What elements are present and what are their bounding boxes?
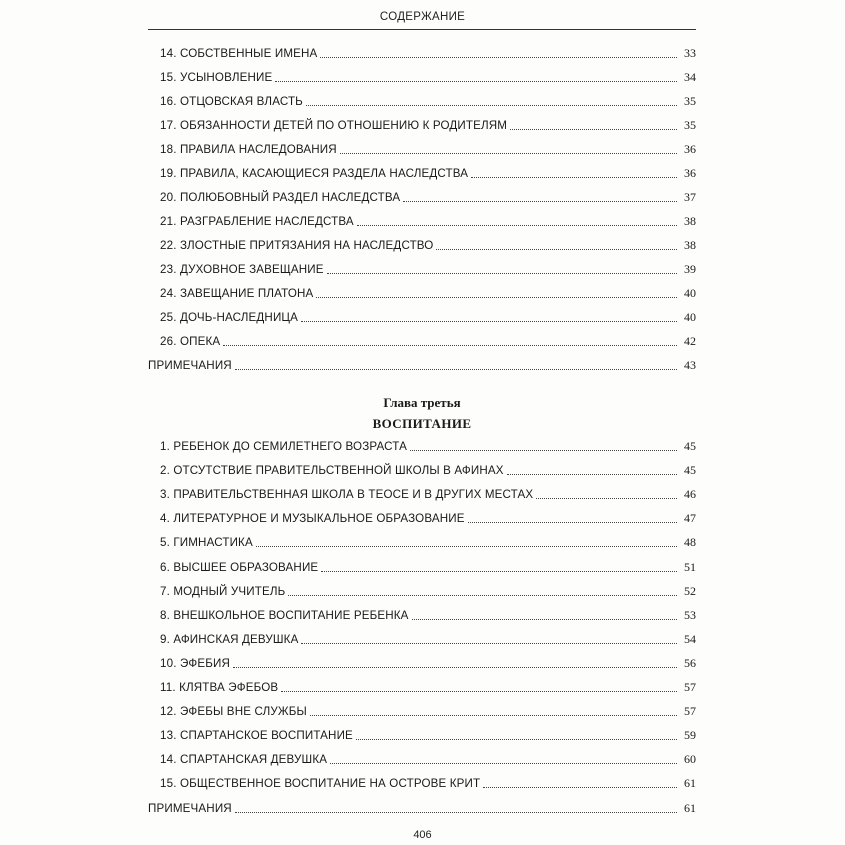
chapter-label: Глава третья	[383, 395, 461, 410]
toc-entry	[160, 259, 696, 277]
toc-entry-title: 6. ВЫСШЕЕ ОБРАЗОВАНИЕ	[160, 560, 319, 574]
dot-leader	[357, 224, 677, 226]
toc-entry-page: 48	[684, 535, 696, 550]
toc-entry-title: 13. СПАРТАНСКОЕ ВОСПИТАНИЕ	[160, 729, 353, 743]
toc-entry	[160, 115, 696, 133]
toc-entry-page: 36	[684, 142, 696, 156]
toc-entry-page: 33	[684, 46, 696, 60]
toc-entry-page: 38	[684, 238, 696, 252]
toc-entry	[160, 484, 696, 502]
page-number: 406	[413, 829, 432, 841]
toc-entry-page: 45	[684, 439, 696, 453]
dot-leader	[310, 714, 677, 716]
toc-entry-title: 8. ВНЕШКОЛЬНОЕ ВОСПИТАНИЕ РЕБЕНКА	[160, 608, 409, 622]
toc-entry	[160, 605, 696, 623]
toc-entry	[160, 187, 696, 205]
toc-entry-page: 35	[684, 94, 696, 108]
dot-leader	[471, 176, 677, 178]
dot-leader	[536, 497, 677, 499]
dot-leader	[281, 690, 677, 692]
dot-leader	[301, 320, 677, 322]
toc-entry	[160, 235, 696, 253]
toc-entry-page: 53	[684, 607, 696, 622]
toc-entry-title: 14. СОБСТВЕННЫЕ ИМЕНА	[160, 47, 318, 60]
toc-entry-page: 60	[684, 752, 696, 767]
toc-entry-title: 18. ПРАВИЛА НАСЛЕДОВАНИЯ	[160, 143, 337, 156]
toc-entry-page: 39	[684, 262, 696, 276]
dot-leader	[510, 128, 677, 130]
dot-leader	[327, 272, 677, 274]
toc-entry-page: 61	[684, 776, 696, 791]
dot-leader	[316, 296, 677, 298]
toc-entry-title: 24. ЗАВЕЩАНИЕ ПЛАТОНА	[160, 287, 314, 300]
toc-entry-title: 2. ОТСУТСТВИЕ ПРАВИТЕЛЬСТВЕННОЙ ШКОЛЫ В АФИНАХ	[160, 464, 504, 478]
toc-entry-title: 22. ЗЛОСТНЫЕ ПРИТЯЗАНИЯ НА НАСЛЕДСТВО	[160, 239, 434, 252]
toc-entry	[160, 139, 696, 157]
toc-entry-title: 25. ДОЧЬ-НАСЛЕДНИЦА	[160, 311, 299, 324]
toc-entry-page: 40	[684, 286, 696, 300]
toc-entry-title: 14. СПАРТАНСКАЯ ДЕВУШКА	[160, 753, 328, 767]
dot-leader	[468, 521, 677, 523]
dot-leader	[301, 642, 677, 644]
dot-leader	[233, 666, 677, 668]
toc-entry	[160, 283, 696, 301]
toc-entry	[160, 436, 696, 454]
toc-entry-page: 42	[684, 334, 696, 348]
toc-entry-page: 34	[684, 70, 696, 84]
toc-entry-title: 17. ОБЯЗАННОСТИ ДЕТЕЙ ПО ОТНОШЕНИЮ К РОДИТЕЛЯМ	[160, 119, 508, 132]
toc-entry	[148, 355, 696, 373]
dot-leader	[320, 56, 677, 58]
toc-entry-page: 52	[684, 583, 696, 598]
dot-leader	[330, 762, 677, 764]
toc-entry-title: 9. АФИНСКАЯ ДЕВУШКА	[160, 632, 299, 646]
dot-leader	[288, 594, 677, 596]
toc-entry	[160, 677, 696, 695]
toc-entry-title: 16. ОТЦОВСКАЯ ВЛАСТЬ	[160, 95, 303, 108]
toc-entry-title: 19. ПРАВИЛА, КАСАЮЩИЕСЯ РАЗДЕЛА НАСЛЕДСТВА	[160, 167, 469, 180]
toc-entry-page: 56	[684, 655, 696, 670]
toc-entry	[160, 43, 696, 61]
toc-entry-page: 51	[684, 559, 696, 574]
toc-entry	[160, 211, 696, 229]
toc-entry-page: 46	[684, 487, 696, 502]
toc-entry-page: 37	[684, 190, 696, 204]
toc-entry-page: 36	[684, 166, 696, 180]
running-head: СОДЕРЖАНИЕ	[379, 11, 466, 23]
toc-entry	[160, 163, 696, 181]
toc-entry	[160, 67, 696, 85]
dot-leader	[275, 80, 677, 82]
dot-leader	[410, 449, 677, 451]
toc-entry-title: 26. ОПЕКА	[160, 335, 221, 348]
toc-entry-title: 21. РАЗГРАБЛЕНИЕ НАСЛЕДСТВА	[160, 215, 354, 228]
dot-leader	[483, 786, 677, 788]
toc-entry	[148, 798, 696, 816]
toc-entry-page: 61	[684, 800, 696, 815]
toc-entry	[160, 532, 696, 550]
dot-leader	[223, 344, 677, 346]
toc-entry-title: 4. ЛИТЕРАТУРНОЕ И МУЗЫКАЛЬНОЕ ОБРАЗОВАНИЕ	[160, 512, 465, 526]
toc-entry-page: 57	[684, 680, 696, 694]
toc-entry	[160, 725, 696, 743]
toc-entry-title: 3. ПРАВИТЕЛЬСТВЕННАЯ ШКОЛА В ТЕОСЕ И В ДРУГИХ МЕСТАХ	[160, 488, 534, 502]
toc-entry-title: ПРИМЕЧАНИЯ	[148, 801, 232, 815]
toc-entry	[160, 508, 696, 526]
chapter-title: ВОСПИТАНИЕ	[372, 416, 472, 431]
dot-leader	[436, 248, 677, 250]
dot-leader	[507, 473, 677, 475]
toc-entry-page: 59	[684, 728, 696, 743]
dot-leader	[306, 104, 677, 106]
toc-entry-page: 45	[684, 463, 696, 478]
toc-entry	[160, 307, 696, 325]
toc-entry	[160, 460, 696, 478]
toc-entry-page: 40	[684, 310, 696, 324]
toc-entry-title: 1. РЕБЕНОК ДО СЕМИЛЕТНЕГО ВОЗРАСТА	[160, 440, 407, 453]
toc-entry-title: 7. МОДНЫЙ УЧИТЕЛЬ	[160, 584, 286, 598]
toc-entry-page: 54	[684, 631, 696, 646]
toc-entry	[160, 653, 696, 671]
dot-leader	[356, 738, 677, 740]
dot-leader	[412, 618, 677, 620]
toc-entry-title: 20. ПОЛЮБОВНЫЙ РАЗДЕЛ НАСЛЕДСТВА	[160, 191, 401, 204]
toc-entry-page: 38	[684, 214, 696, 228]
toc-entry-title: 15. УСЫНОВЛЕНИЕ	[160, 71, 273, 84]
toc-entry-title: 15. ОБЩЕСТВЕННОЕ ВОСПИТАНИЕ НА ОСТРОВЕ КРИТ	[160, 777, 481, 791]
toc-entry-title: 10. ЭФЕБИЯ	[160, 656, 231, 670]
toc-entry-title: 12. ЭФЕБЫ ВНЕ СЛУЖБЫ	[160, 705, 307, 719]
toc-entry	[160, 629, 696, 647]
toc-entry-title: ПРИМЕЧАНИЯ	[148, 359, 232, 372]
toc-entry-title: 11. КЛЯТВА ЭФЕБОВ	[160, 681, 279, 694]
toc-entry	[160, 557, 696, 575]
dot-leader	[235, 368, 677, 370]
toc-entry-page: 47	[684, 511, 696, 526]
header-rule	[148, 29, 696, 30]
toc-entry	[160, 773, 696, 791]
dot-leader	[403, 200, 677, 202]
toc-entry-title: 23. ДУХОВНОЕ ЗАВЕЩАНИЕ	[160, 263, 324, 276]
toc-entry	[160, 91, 696, 109]
toc-entry-title: 5. ГИМНАСТИКА	[160, 536, 253, 550]
toc-entry	[160, 581, 696, 599]
toc-entry	[160, 749, 696, 767]
toc-entry-page: 57	[684, 704, 696, 719]
dot-leader	[340, 152, 677, 154]
toc-entry-page: 35	[684, 118, 696, 132]
toc-entry	[160, 331, 696, 349]
toc-entry-page: 43	[684, 358, 696, 372]
dot-leader	[235, 811, 677, 813]
toc-entry	[160, 701, 696, 719]
dot-leader	[256, 545, 677, 547]
dot-leader	[321, 570, 677, 572]
